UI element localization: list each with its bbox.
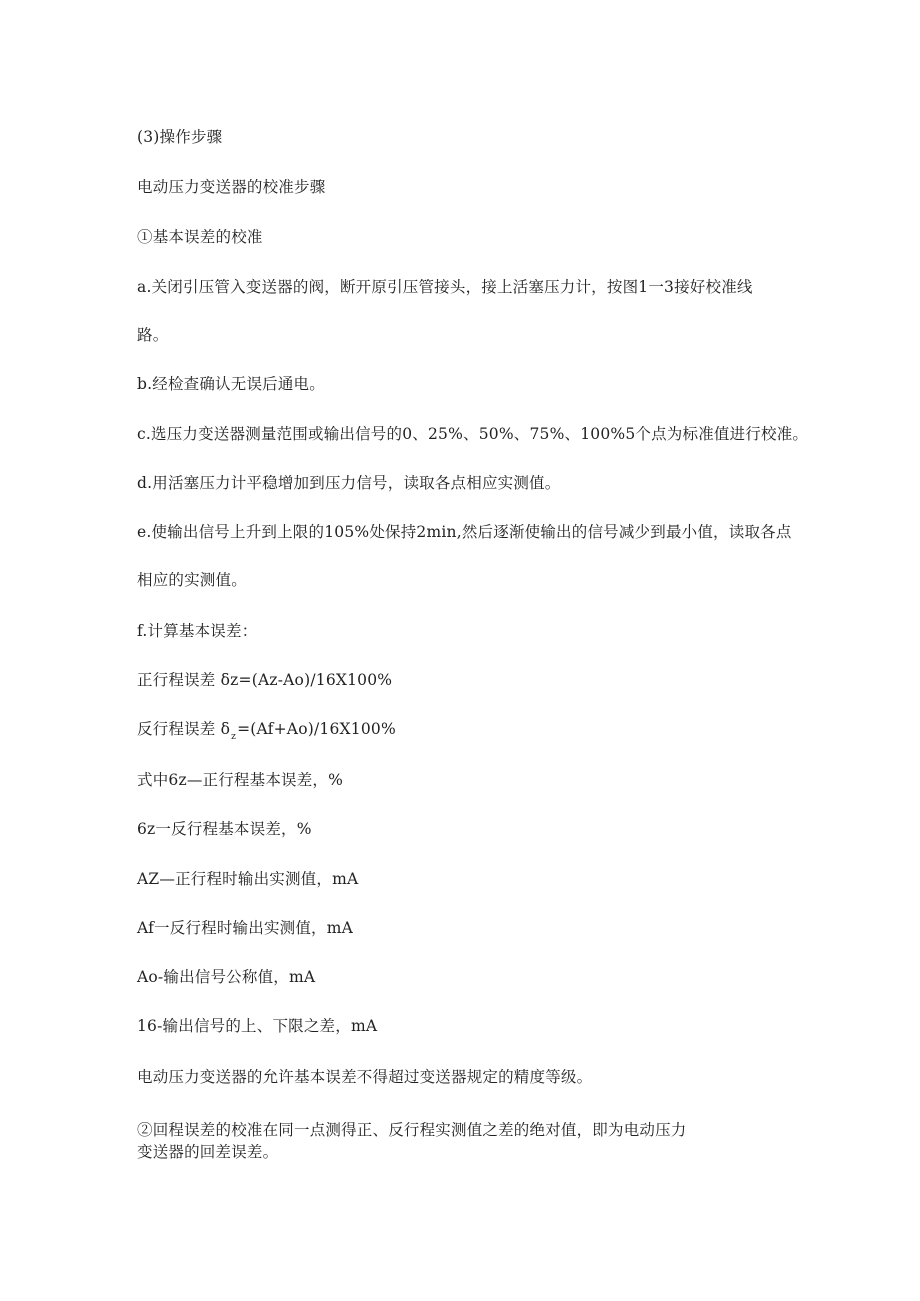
reverse-formula-subscript: z <box>231 732 237 742</box>
step-e-continued: 相应的实测值。 <box>137 571 247 589</box>
step-f: f.计算基本误差： <box>137 622 258 640</box>
step-c: c.选压力变送器测量范围或输出信号的0、25%、50%、75%、100%5个点为标准值进行校准。 <box>137 425 809 443</box>
reverse-formula-suffix: =(Af+Ao)/16X100% <box>237 720 396 738</box>
reverse-formula-prefix: 反行程误差 δ <box>137 720 231 738</box>
step-a-continued: 路。 <box>137 326 169 344</box>
allowed-error-statement: 电动压力变送器的允许基本误差不得超过变送器规定的精度等级。 <box>137 1068 593 1086</box>
subsection-basic-error: ①基本误差的校准 <box>137 228 263 246</box>
definition-forward-error: 式中6z—正行程基本误差，% <box>137 771 344 789</box>
definition-16: 16-输出信号的上、下限之差，mA <box>137 1017 378 1035</box>
procedure-title: 电动压力变送器的校准步骤 <box>137 178 326 196</box>
step-d: d.用活塞压力计平稳增加到压力信号，读取各点相应实测值。 <box>137 474 561 492</box>
subsection-return-error-continued: 变送器的回差误差。 <box>137 1143 279 1161</box>
forward-error-formula: 正行程误差 δz=(Az-Ao)/16X100% <box>137 671 393 689</box>
section-heading: (3)操作步骤 <box>137 128 223 146</box>
step-a: a.关闭引压管入变送器的阀，断开原引压管接头，接上活塞压力计，按图1一3接好校准线 <box>137 278 753 296</box>
reverse-error-formula <box>137 719 396 742</box>
step-e: e.使输出信号上升到上限的105%处保持2min,然后逐渐使输出的信号减少到最小值，读取各点 <box>137 523 792 541</box>
definition-af: Af一反行程时输出实测值，mA <box>137 919 354 937</box>
definition-az: AZ—正行程时输出实测值，mA <box>137 870 359 888</box>
step-b: b.经检查确认无误后通电。 <box>137 375 325 393</box>
definition-reverse-error: 6z一反行程基本误差，% <box>137 820 312 838</box>
definition-ao: Ao-输出信号公称值，mA <box>137 968 316 986</box>
subsection-return-error: ②回程误差的校准在同一点测得正、反行程实测值之差的绝对值，即为电动压力 <box>137 1121 687 1139</box>
